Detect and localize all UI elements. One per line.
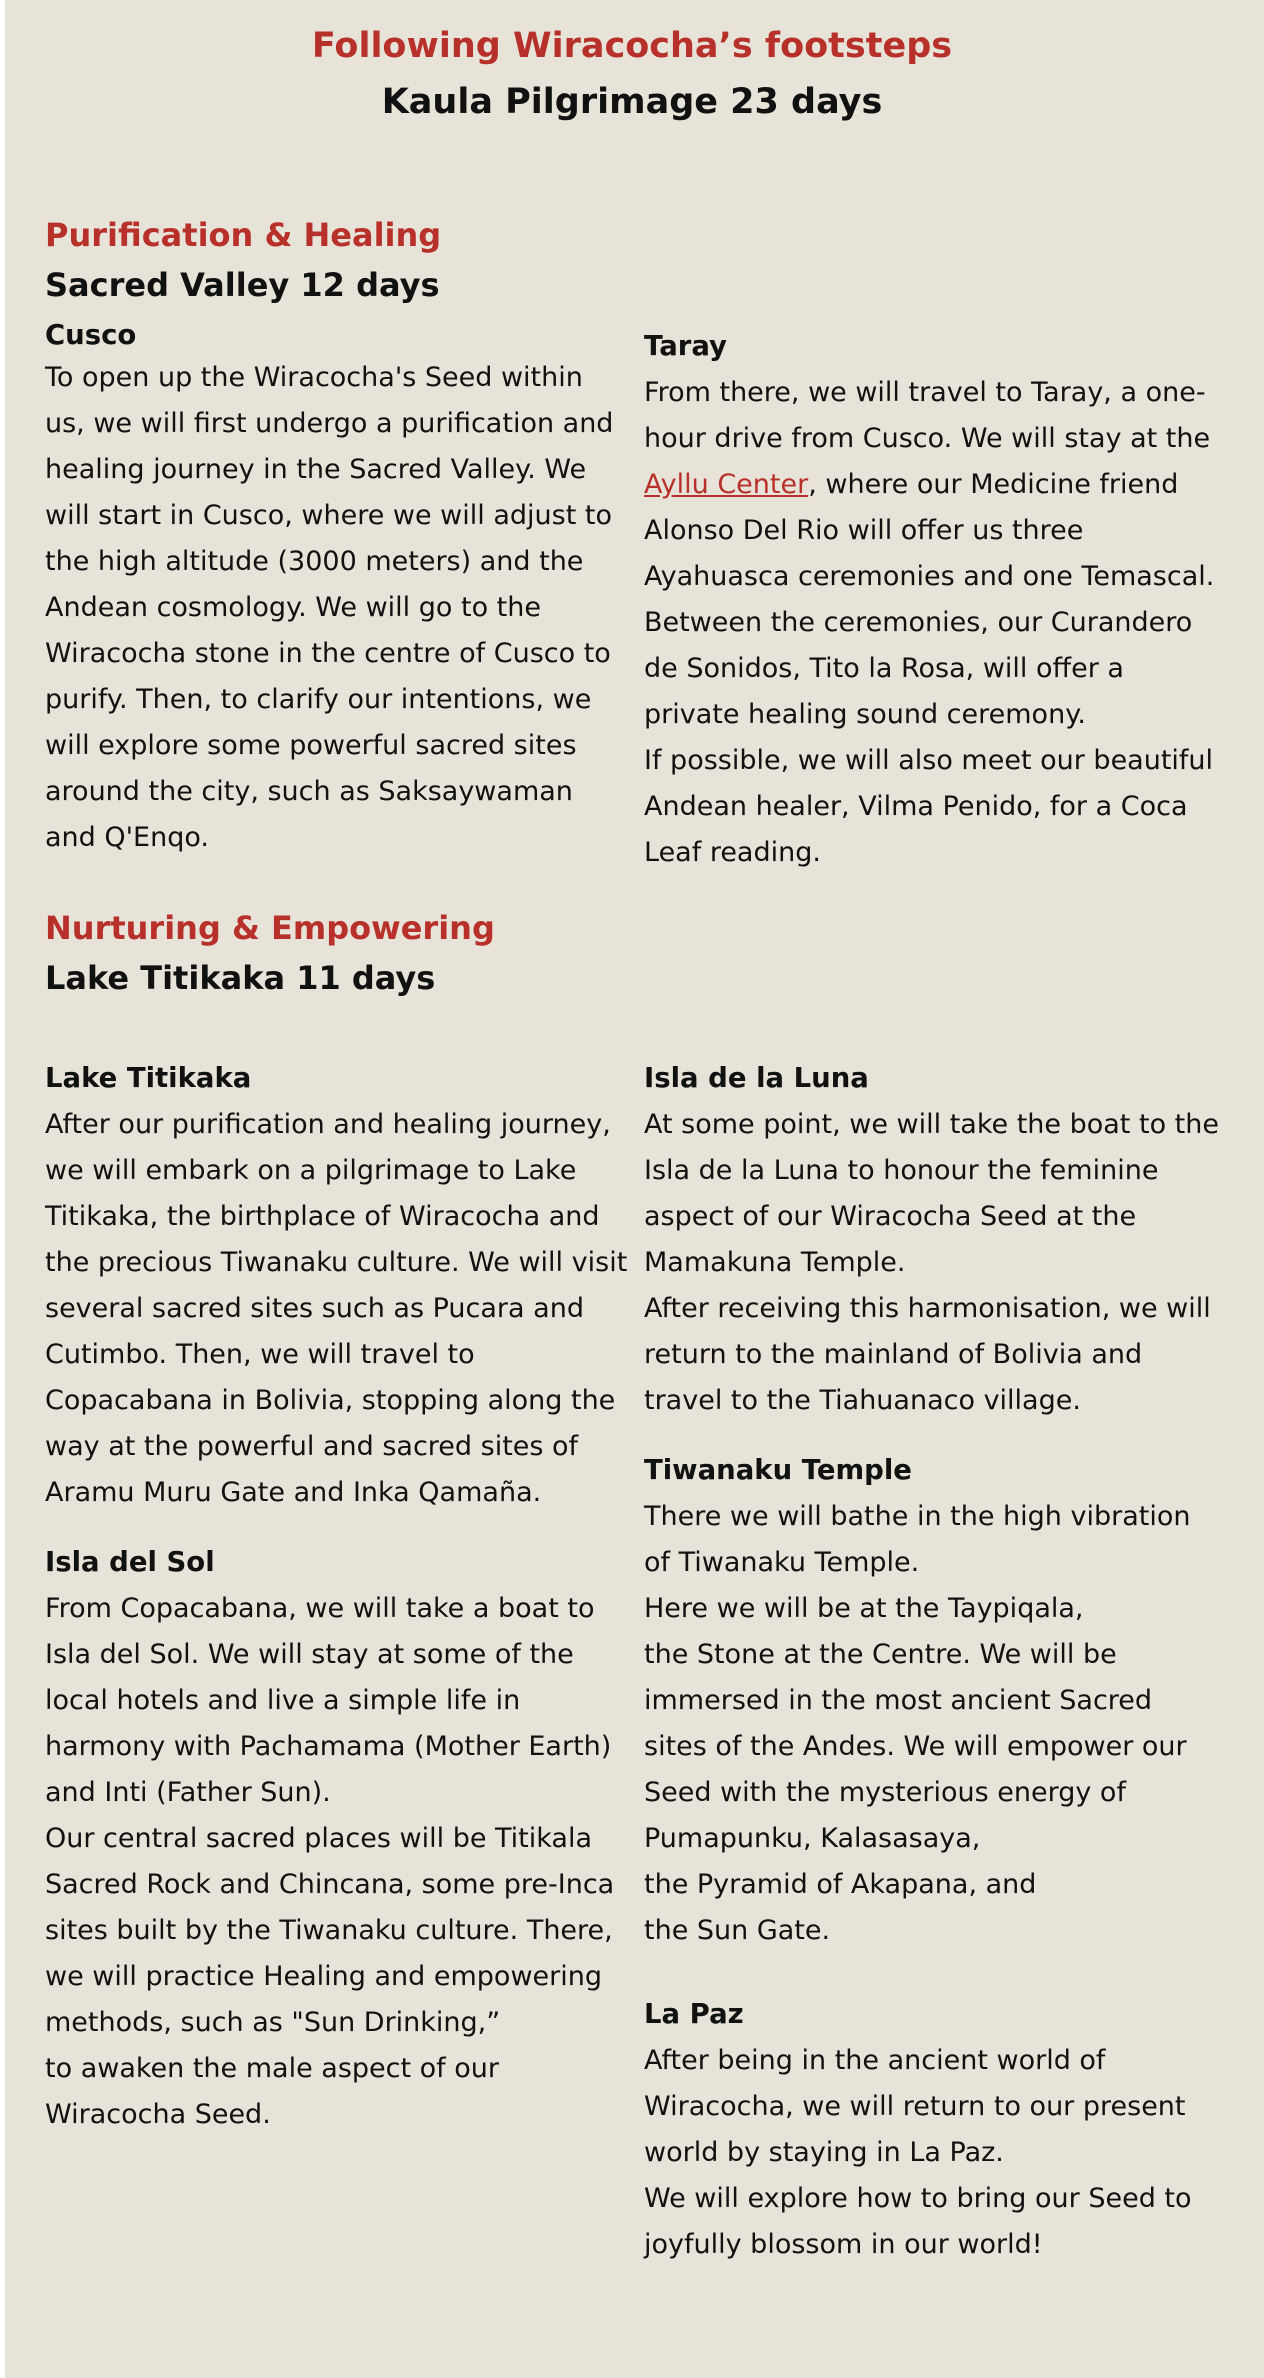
entry-text: To open up the Wiracocha's Seed within us, we will first undergo a purification and healing journey in the Sacred Valley. We will start in Cusco, where we will adjust to the high altitude (3000 meters) and the Andean cosmology. We will go to the Wiracocha stone in the centre of Cusco to purify. Then, to clarify our intentions, we will explore some powerful sacred sites around the city, such as Saksaywaman and Q'Enqo. <box>45 362 614 853</box>
left-edge-strip <box>0 0 5 2378</box>
entry-text <box>644 370 1219 876</box>
entry-title: Taray <box>644 330 727 362</box>
section-subheading: Sacred Valley 12 days <box>45 266 440 304</box>
column-left <box>45 1058 630 2268</box>
section-nurturing-empowering <box>0 906 1264 2268</box>
section-heading: Purification & Healing <box>45 216 442 254</box>
page-header <box>0 0 1264 126</box>
section-heading: Nurturing & Empowering <box>45 909 495 947</box>
section-columns <box>45 1058 1219 2268</box>
entry-text: After our purification and healing journey, we will embark on a pilgrimage to Lake Titikaka, the birthplace of Wiracocha and the precious Tiwanaku culture. We will visit several sacred sites such as Pucara and Cutimbo. Then, we will travel to Copacabana in Bolivia, stopping along the way at the powerful and sacred sites of Aramu Muru Gate and Inka Qamaña. <box>45 1109 628 1508</box>
entry-cusco <box>45 315 630 861</box>
ayllu-center-link[interactable]: Ayllu Center <box>644 469 809 500</box>
entry-text-part: , where our Medicine friend Alonso Del Rio will offer us three Ayahuasca ceremonies and one Temascal. Between the ceremonies, our Curandero de Sonidos, Tito la Rosa, will offer a private healing sound ceremony. If possible, we will also meet our beautiful Andean healer, Vilma Penido, for a Coca Leaf reading. <box>644 469 1215 868</box>
entry-tiwanaku-temple <box>644 1450 1219 1954</box>
entry-text-part: From there, we will travel to Taray, a one-hour drive from Cusco. We will stay at the <box>644 377 1211 454</box>
entry-text: From Copacabana, we will take a boat to Isla del Sol. We will stay at some of the local hotels and live a simple life in harmony with Pachamama (Mother Earth) and Inti (Father Sun). Our central sacred places will be Titikala Sacred Rock and Chincana, some pre-Inca sites built by the Tiwanaku culture. There, we will practice Healing and empowering methods, such as "Sun Drinking,” to awaken the male aspect of our Wiracocha Seed. <box>45 1593 615 2130</box>
entry-taray <box>644 326 1219 876</box>
entry-title: Cusco <box>45 319 137 351</box>
entry-text: There we will bathe in the high vibration of Tiwanaku Temple. Here we will be at the Taypiqala, the Stone at the Centre. We will be immersed in the most ancient Sacred sites of the Andes. We will empower our Seed with the mysterious energy of Pumapunku, Kalasasaya, the Pyramid of Akapana, and the Sun Gate. <box>644 1501 1191 1946</box>
entry-la-paz <box>644 1994 1219 2268</box>
page-title: Following Wiracocha’s footsteps <box>311 26 953 66</box>
entry-text: After being in the ancient world of Wiracocha, we will return to our present world by staying in La Paz. We will explore how to bring our Seed to joyfully blossom in our world! <box>644 2045 1192 2260</box>
column-left <box>45 315 630 876</box>
entry-title: Isla del Sol <box>45 1546 215 1578</box>
section-subheading: Lake Titikaka 11 days <box>45 959 436 997</box>
entry-title: Tiwanaku Temple <box>644 1454 912 1486</box>
page-subtitle: Kaula Pilgrimage 23 days <box>381 82 883 122</box>
entry-title: Isla de la Luna <box>644 1062 869 1094</box>
section-columns <box>45 315 1219 876</box>
entry-title: Lake Titikaka <box>45 1062 252 1094</box>
column-right <box>644 1058 1219 2268</box>
entry-isla-del-sol <box>45 1542 630 2138</box>
column-right <box>644 315 1219 876</box>
entry-isla-de-la-luna <box>644 1058 1219 1424</box>
entry-text: At some point, we will take the boat to the Isla de la Luna to honour the feminine aspect of our Wiracocha Seed at the Mamakuna Temple. After receiving this harmonisation, we will return to the mainland of Bolivia and travel to the Tiahuanaco village. <box>644 1109 1219 1416</box>
section-purification-healing <box>0 213 1264 876</box>
entry-lake-titikaka <box>45 1058 630 1516</box>
entry-title: La Paz <box>644 1998 744 2030</box>
